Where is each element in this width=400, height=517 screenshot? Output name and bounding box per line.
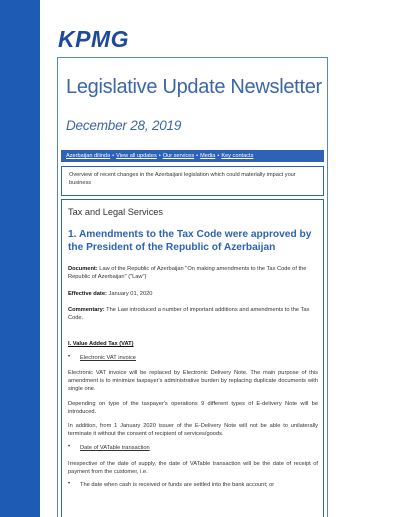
document-paragraph <box>68 265 318 281</box>
nav-link-key-contacts[interactable]: Key contacts <box>221 153 254 159</box>
overview-box: Overview of recent changes in the Azerbaijani legislation which could materially impact your business <box>61 166 324 196</box>
nav-link-our-services[interactable]: Our services <box>162 153 195 159</box>
commentary-label: Commentary: <box>68 307 105 313</box>
nav-separator: • <box>158 153 161 159</box>
effective-date-paragraph <box>68 290 318 298</box>
bullet-icon: • <box>68 354 71 360</box>
nav-link-media[interactable]: Media <box>200 153 216 159</box>
commentary-paragraph <box>68 306 318 322</box>
paragraph-e-delivery-note: Electronic VAT invoice will be replaced by Electronic Delivery Note. The main purpose of this amendment is to minimize taxpayer's administrative burden by replacing duplicate documents with single one. <box>68 370 318 392</box>
newsletter-title: Legislative Update Newsletter <box>66 76 322 98</box>
newsletter-date: December 28, 2019 <box>66 118 182 133</box>
effective-date-value: January 01, 2020 <box>108 291 153 297</box>
bullet-electronic-vat-invoice: Electronic VAT invoice <box>80 355 136 361</box>
vat-heading: I. Value Added Tax (VAT) <box>68 341 134 347</box>
paragraph-e-delivery-types: Depending on type of the taxpayer's operations 9 different types of E-delivery Note will be introduced. <box>68 401 318 415</box>
section-title: Tax and Legal Services <box>68 207 163 217</box>
effective-date-label: Effective date: <box>68 291 107 297</box>
nav-separator: • <box>112 153 115 159</box>
bullet-icon: • <box>68 481 71 487</box>
nav-bar <box>61 150 324 162</box>
kpmg-logo: KPMG <box>58 26 129 52</box>
left-accent-bar <box>0 0 40 517</box>
amendment-heading: 1. Amendments to the Tax Code were approved by the President of the Republic of Azerbaijan <box>68 229 312 253</box>
paragraph-termination: In addition, from 1 January 2020 issuer of the E-Delivery Note will not be able to unilaterally terminate it without the consent of recipient of services/goods. <box>68 423 318 437</box>
document-text: Law of the Republic of Azerbaijan "On making amendments to the Tax Code of the Republic of Azerbaijan" ("Law") <box>68 266 307 280</box>
paragraph-date-of-supply: Irrespective of the date of supply, the date of VATable transaction will be the date of receipt of payment from the customer, i.e. <box>68 461 318 475</box>
nav-separator: • <box>196 153 199 159</box>
nav-link-view-all-updates[interactable]: View all updates <box>116 153 157 159</box>
nav-link-azerbaijani[interactable]: Azerbaijan dilində <box>66 153 111 159</box>
bullet-icon: • <box>68 444 71 450</box>
bullet-cash-received: The date when cash is received or funds are settled into the bank account; or <box>80 482 275 488</box>
nav-separator: • <box>217 153 220 159</box>
bullet-date-of-vatable-transaction: Date of VATable transaction <box>80 445 150 451</box>
commentary-text: The Law introduced a number of important additions and amendments to the Tax Code. <box>68 307 310 321</box>
document-label: Document: <box>68 266 98 272</box>
